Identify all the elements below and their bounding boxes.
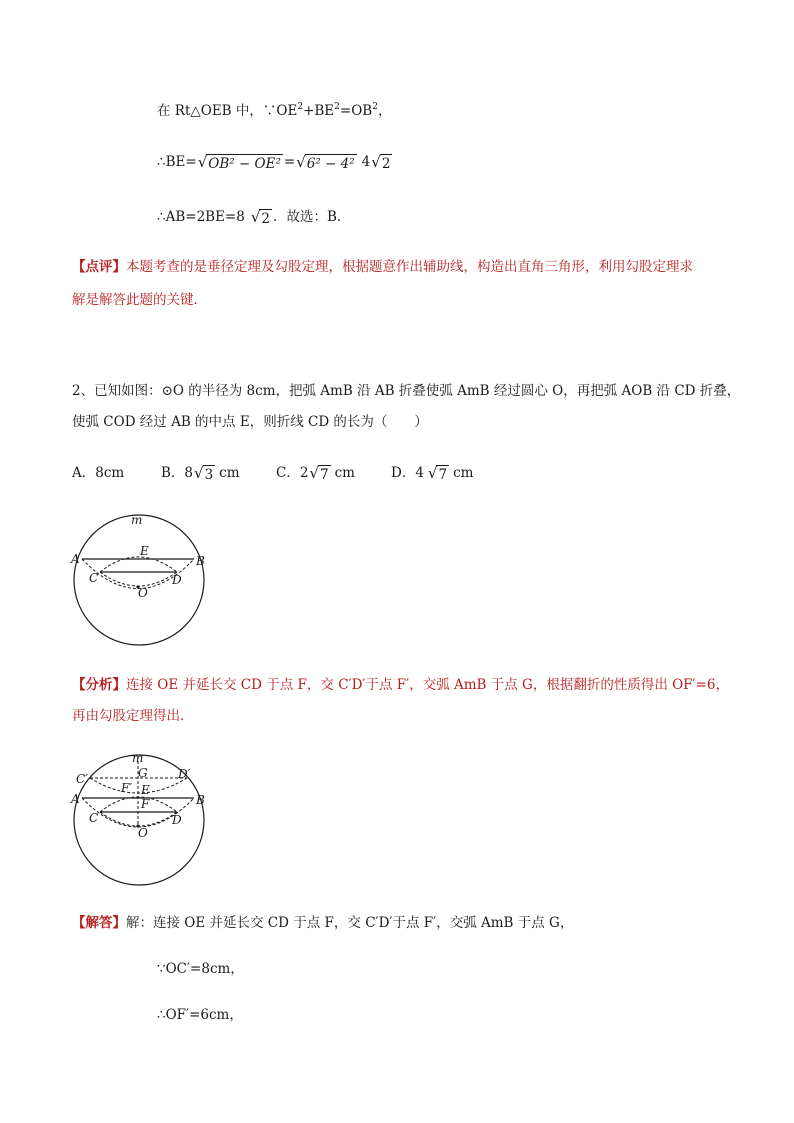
label-c-prime: C′	[76, 772, 88, 786]
question-2-line-2: 使弧 COD 经过 AB 的中点 E，则折线 CD 的长为（ ）	[72, 414, 428, 430]
solution-line-2: ∵OC′=8cm，	[157, 961, 244, 977]
label-d: D	[172, 813, 182, 827]
sqrt-2-ab: √ 2	[250, 208, 270, 227]
sqrt-ob-oe: √ OB² − OE²	[197, 153, 281, 172]
sqrt-2: √ 2	[371, 153, 391, 172]
arc-c2d2	[90, 778, 187, 793]
comment-tag: 【点评】	[72, 259, 126, 275]
arc-cod	[100, 572, 177, 586]
comment-line-2: 解是解答此题的关键．	[72, 292, 207, 308]
label-d-prime: D′	[178, 767, 191, 781]
comment-line-1: 【点评】本题考查的是垂径定理及勾股定理，根据题意作出辅助线，构造出直角三角形，利用勾股定理求	[72, 259, 693, 275]
sqrt-6-4: √ 6² − 4²	[296, 153, 355, 172]
label-a: A	[71, 792, 80, 806]
option-c: C．2 √ 7 cm	[276, 464, 355, 483]
label-c: C	[89, 811, 99, 825]
ab-result: ∴AB=2BE=8 √ 2 ．故选：B．	[157, 208, 351, 227]
question-2-line-1: 2、已知如图：⊙O 的半径为 8cm，把弧 AmB 沿 AB 折叠使弧 AmB 经过圆心 O，再把弧 AOB 沿 CD 折叠，	[72, 383, 741, 399]
label-o: O	[138, 586, 148, 600]
solution-line-1: 【解答】解：连接 OE 并延长交 CD 于点 F，交 C′D′于点 F′，交弧 AmB 于点 G，	[72, 915, 574, 931]
label-f-prime: F′	[121, 781, 133, 795]
label-o: O	[138, 826, 148, 840]
analysis-line-2: 再由勾股定理得出．	[72, 708, 194, 724]
label-b: B	[196, 793, 205, 807]
label-e: E	[141, 783, 150, 797]
circle-fold-figure-1	[66, 508, 216, 650]
be-formula: ∴BE= √ OB² − OE² = √ 6² − 4² 4 √ 2	[157, 153, 391, 172]
label-b: B	[196, 554, 205, 568]
label-a: A	[71, 552, 80, 566]
pythagoras-statement: 在 Rt△OEB 中，$\because OE^2+BE^2=OB^2$，	[157, 102, 392, 119]
label-m: m	[131, 513, 143, 527]
option-a: A．8cm	[72, 465, 125, 481]
circle-fold-figure-2	[66, 746, 216, 888]
label-e: E	[140, 544, 149, 558]
solution-line-3: ∴OF′=6cm，	[157, 1007, 243, 1023]
option-b: B．8 √ 3 cm	[161, 464, 240, 483]
option-d: D．4 √ 7 cm	[391, 464, 474, 483]
solution-tag: 【解答】	[72, 915, 126, 931]
label-f: F	[141, 797, 150, 811]
label-g: G	[138, 766, 148, 780]
analysis-line-1: 【分析】连接 OE 并延长交 CD 于点 F，交 C′D′于点 F′，交弧 AmB 于点 G，根据翻折的性质得出 OF′=6，	[72, 677, 730, 693]
arc-cd-folded-up	[100, 797, 177, 812]
label-c: C	[89, 571, 99, 585]
analysis-tag: 【分析】	[72, 677, 126, 693]
label-d: D	[172, 573, 182, 587]
label-m: m	[132, 751, 144, 765]
